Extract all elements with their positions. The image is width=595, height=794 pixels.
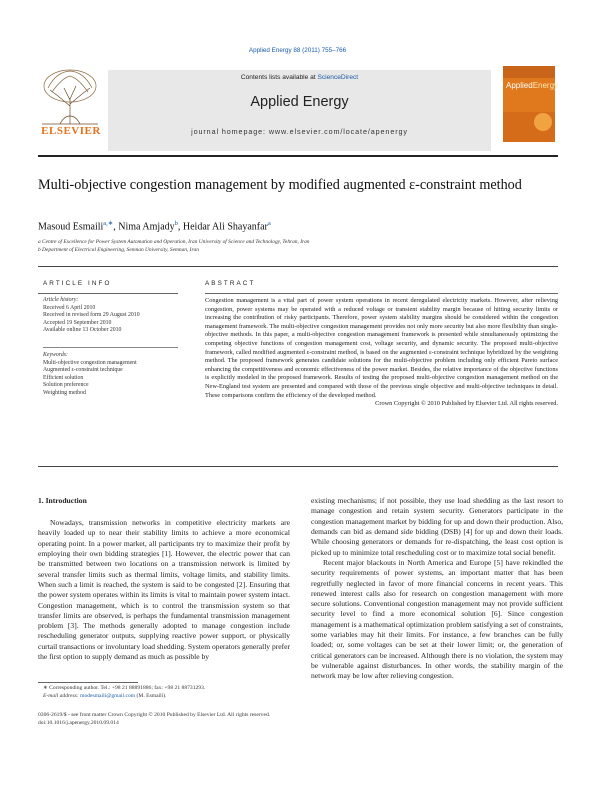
cover-title-energy: Energy bbox=[532, 81, 559, 90]
keywords-rule bbox=[43, 347, 178, 348]
header-separator bbox=[38, 266, 558, 267]
journal-homepage bbox=[108, 127, 491, 136]
doi-link[interactable]: doi:10.1016/j.apenergy.2010.09.014 bbox=[38, 720, 119, 726]
history-online: Available online 13 October 2010 bbox=[43, 327, 122, 333]
history-received: Received 6 April 2010 bbox=[43, 304, 96, 311]
abstract-text: Congestion management is a vital part of power system operations in recent deregulated electricity markets. However, after relieving congestion, power systems may be operated with a reduced voltage or transient stability margin because of hitting security limits or increasing the contribution of risky participants. Therefore, power system stability margins should be considered within the congestion management framework. The multi-objective congestion management provides not only more security but also more flexibility than single-objective methods. In this paper, a multi-objective congestion management framework is presented while simultaneously optimizing the competing objective functions of congestion management cost, voltage security, and dynamic security. The proposed multi-objective framework, called modified augmented ε-constraint method, is based on the augmented ε-constraint technique hybridized by the weighting method. The proposed framework generates candidate solutions for the multi-objective problem including only efficient Pareto surface enhancing the competitiveness and economic effectiveness of the power market. Besides, the relative importance of the objective functions is explicitly modeled in the proposed framework. Results of testing the proposed multi-objective congestion management method on the New-England test system are presented and compared with those of the previous single objective and multi-objective techniques in detail. These comparisons confirm the efficiency of the developed method. bbox=[205, 297, 558, 399]
keywords-block bbox=[43, 352, 183, 397]
body-paragraph: Nowadays, transmission networks in competitive electricity markets are heavily loaded up to near their stability limits to achieve a more economical operating point. In a power market, all participants try to maximize their profit by employing their own bidding strategies [1]. However, the electric power that can be transmitted between two locations on a transmission network is limited by several transfer limits such as thermal limits, voltage limits, and stability limits. When such a limit is reached, the system is said to be congested [2]. Ensuring that the power system operates within its limits is vital to maintain power system intact. Congestion management, which is to control the transmission system so that transfer limits are observed, is perhaps the fundamental transmission management problem [3]. The methods generally adopted to manage congestion include rescheduling generator outputs, supplying reactive power support, or physically curtail transactions or involuntary load shedding. System operators generally prefer the first option to supply demand as much as possible by bbox=[38, 518, 290, 662]
author-name: Masoud Esmaili bbox=[38, 221, 104, 233]
footnote-rule bbox=[38, 682, 138, 683]
issn-line: 0306-2619/$ - see front matter Crown Copyright © 2010 Published by Elsevier Ltd. All rights reserved. bbox=[38, 712, 271, 718]
abstract-separator bbox=[38, 466, 558, 467]
keyword-item: Multi-objective congestion management bbox=[43, 359, 137, 366]
article-history bbox=[43, 297, 183, 335]
author-name: Nima Amjady bbox=[118, 221, 175, 233]
email-link[interactable]: modesmaili@gmail.com bbox=[80, 693, 136, 699]
body-paragraph: existing mechanisms; if not possible, they use load shedding as the last resort to manage congestion and retain system security. Generators participate in the congestion management market by bidding for up and down their production. Also, demands can bid as demand side bidding (DSB) [4] for up and down their loads. While choosing generators or demands for re-dispatching, the least cost option is picked up to minimize total rescheduling cost or to maximize total social benefit. bbox=[311, 496, 563, 557]
corresponding-author-note: ∗ Corresponding author. Tel.: +98 21 88891886; fax: +98 21 88731293. bbox=[43, 685, 206, 691]
abstract-rule bbox=[205, 293, 558, 294]
keyword-item: Augmented ε-constraint technique bbox=[43, 367, 123, 373]
body-column-right bbox=[311, 496, 563, 682]
history-accepted: Accepted 19 September 2010 bbox=[43, 319, 112, 326]
history-label: Article history: bbox=[43, 297, 79, 303]
article-info-heading: ARTICLE INFO bbox=[43, 280, 112, 287]
body-column-left bbox=[38, 518, 290, 662]
history-revised: Received in revised form 29 August 2010 bbox=[43, 312, 140, 318]
cover-title-applied: Applied bbox=[506, 81, 533, 90]
publisher-wordmark: ELSEVIER bbox=[41, 125, 101, 137]
keyword-item: Weighting method bbox=[43, 389, 86, 396]
author-name: Heidar Ali Shayanfar bbox=[182, 221, 268, 233]
abstract-body bbox=[205, 297, 558, 409]
abstract-heading: ABSTRACT bbox=[205, 280, 256, 287]
author-affiliation-marker[interactable]: a,∗ bbox=[103, 220, 114, 227]
author-list: Masoud Esmaili$^{a,∗}$, Nima Amjady$^b$, Heidar Ali Shayanfar$^a$ bbox=[38, 220, 271, 233]
homepage-prefix: journal homepage: bbox=[191, 127, 269, 136]
author-affiliation-marker[interactable]: a bbox=[267, 220, 271, 227]
section-heading-introduction: 1. Introduction bbox=[38, 496, 87, 505]
sciencedirect-link[interactable]: ScienceDirect bbox=[317, 74, 359, 81]
email-label: E-mail address: bbox=[43, 693, 79, 699]
keyword-item: Solution preference bbox=[43, 382, 89, 388]
cover-title bbox=[506, 82, 558, 90]
contents-prefix: Contents lists available at bbox=[240, 74, 318, 81]
masthead-banner bbox=[108, 70, 491, 151]
homepage-link[interactable]: www.elsevier.com/locate/apenergy bbox=[268, 127, 408, 136]
body-paragraph: Recent major blackouts in North America and Europe [5] have rekindled the security requirements of power systems, an important matter that has been regretfully neglected in favor of more financial concerns in recent years. This renewed interest calls also for research on congestion management with more secure solutions. Conventional congestion management may not provide sufficient security level to find a more economical solution [6]. Since congestion management is a mathematical optimization problem satisfying a set of constraints, some variables may hit their limits. For instance, a few branches can be fully loaded; or, some voltages can be set at their lower limit; or, the generation of critical generators can be increased. Although there is no violation, the system may be vulnerable against disturbances. In other words, the stability margin of the network may be low after relieving congestion. bbox=[311, 557, 563, 681]
abstract-copyright: Crown Copyright © 2010 Published by Elsevier Ltd. All rights reserved. bbox=[375, 400, 558, 408]
journal-citation[interactable]: Applied Energy 88 (2011) 755–766 bbox=[248, 47, 347, 54]
journal-title: Applied Energy bbox=[250, 94, 349, 110]
journal-cover-thumbnail bbox=[503, 66, 559, 142]
contents-line bbox=[108, 74, 491, 81]
keyword-item: Efficient solution bbox=[43, 374, 84, 381]
masthead-rule bbox=[38, 155, 558, 157]
affiliation-a: a Centre of Excellence for Power System Automation and Operation, Iran University of Science and Technology, Tehran, Iran bbox=[38, 239, 310, 245]
keywords-label: Keywords: bbox=[43, 352, 68, 358]
article-title: Multi-objective congestion management by modified augmented ε-constraint method bbox=[38, 177, 522, 193]
author-affiliation-marker[interactable]: b bbox=[174, 220, 178, 227]
email-suffix: (M. Esmaili). bbox=[136, 693, 167, 699]
email-note bbox=[43, 693, 293, 700]
article-info-rule bbox=[38, 293, 178, 294]
affiliation-b: b Department of Electrical Engineering, Semnan University, Semnan, Iran bbox=[38, 247, 199, 253]
